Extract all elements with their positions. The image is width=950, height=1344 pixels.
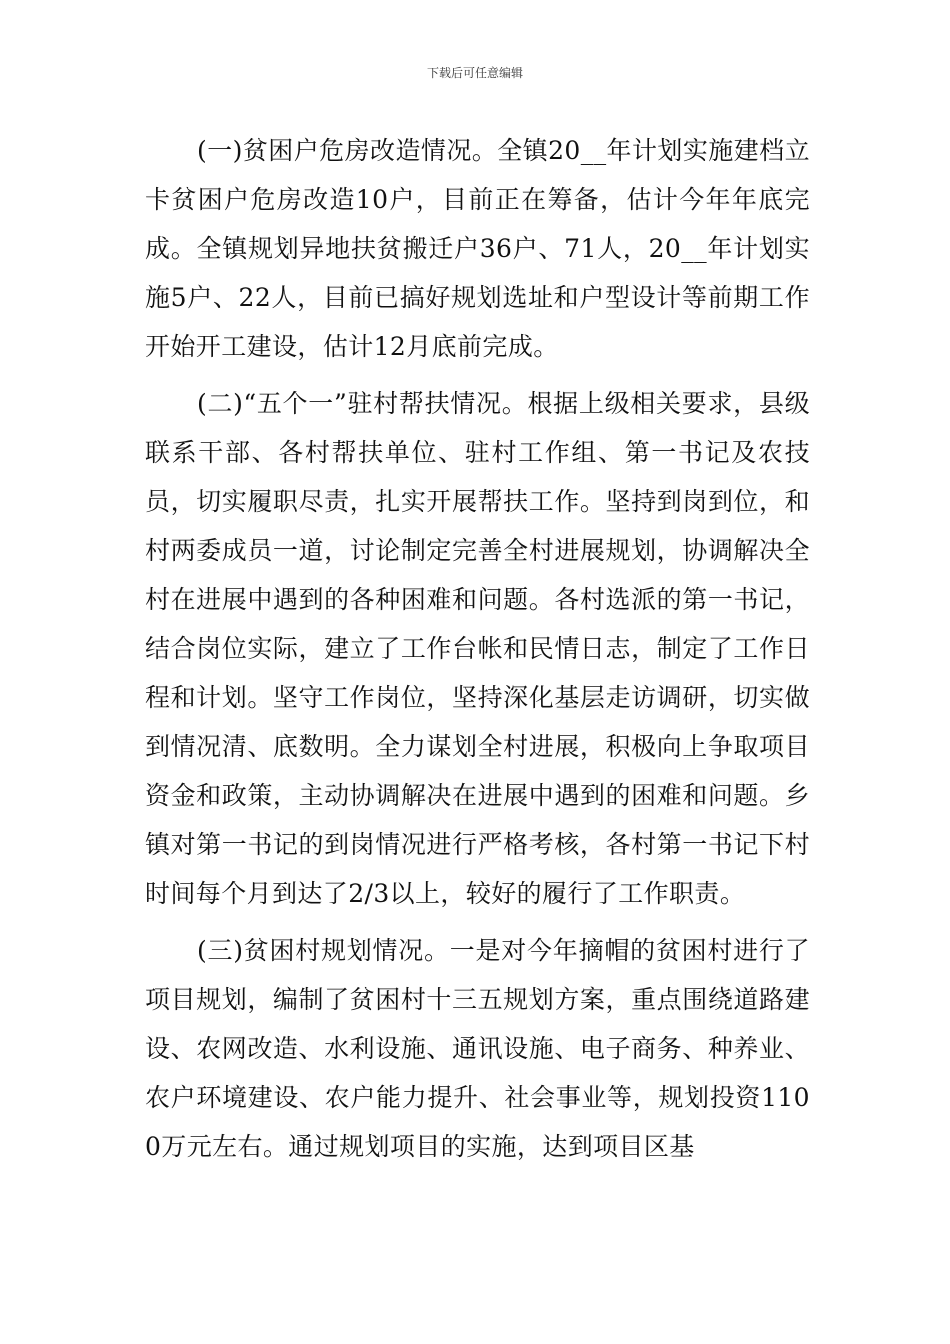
paragraph-1: (一)贫困户危房改造情况。全镇20__年计划实施建档立卡贫困户危房改造10户，目前正在筹备，估计今年年底完成。全镇规划异地扶贫搬迁户36户、71人，20__年计划实施5户、22人，目前已搞好规划选址和户型设计等前期工作开始开工建设，估计12月底前完成。 xyxy=(145,136,810,361)
document-body xyxy=(145,126,810,1179)
page-header: 下载后可任意编辑 xyxy=(426,66,523,80)
paragraph-2: (二)“五个一”驻村帮扶情况。根据上级相关要求，县级联系干部、各村帮扶单位、驻村工作组、第一书记及农技员，切实履职尽责，扎实开展帮扶工作。坚持到岗到位，和村两委成员一道，讨论制定完善全村进展规划，协调解决全村在进展中遇到的各种困难和问题。各村选派的第一书记，结合岗位实际，建立了工作台帐和民情日志，制定了工作日程和计划。坚守工作岗位，坚持深化基层走访调研，切实做到情况清、底数明。全力谋划全村进展，积极向上争取项目资金和政策，主动协调解决在进展中遇到的困难和问题。乡镇对第一书记的到岗情况进行严格考核，各村第一书记下村时间每个月到达了2/3以上，较好的履行了工作职责。 xyxy=(145,389,810,908)
paragraph-3: (三)贫困村规划情况。一是对今年摘帽的贫困村进行了项目规划，编制了贫困村十三五规划方案，重点围绕道路建设、农网改造、水利设施、通讯设施、电子商务、种养业、农户环境建设、农户能力提升、社会事业等，规划投资1100万元左右。通过规划项目的实施，达到项目区基 xyxy=(145,936,810,1161)
